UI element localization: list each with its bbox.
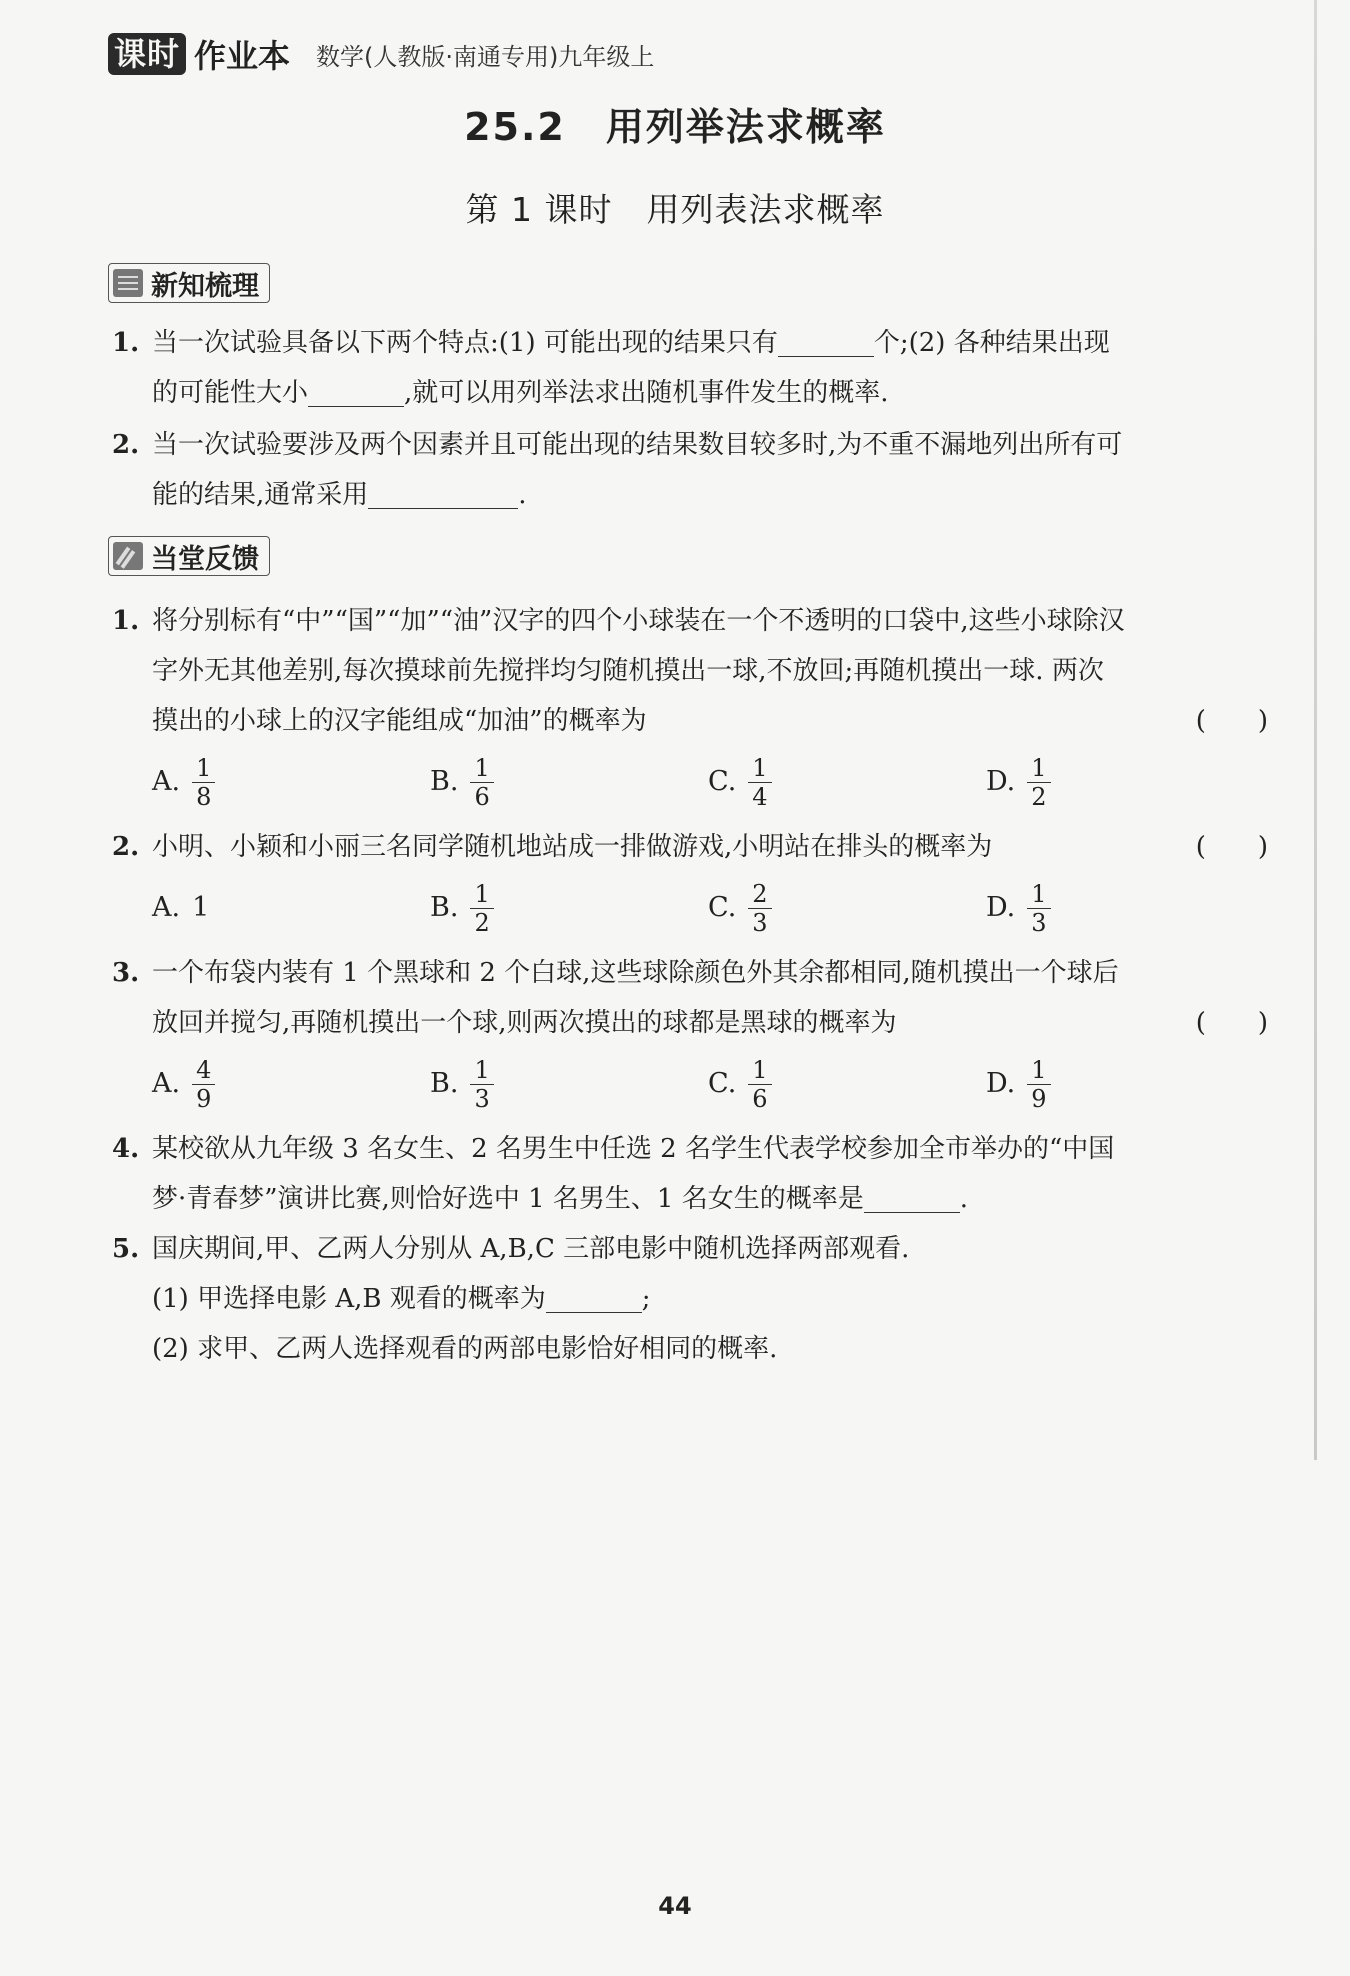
option-d[interactable] xyxy=(986,746,1051,818)
feedback-q3 xyxy=(108,948,1268,1048)
question-text: 个;(2) 各种结果出现 xyxy=(873,328,1110,358)
answer-blank[interactable] xyxy=(778,322,874,357)
option-c[interactable] xyxy=(708,1048,772,1120)
fraction xyxy=(748,754,771,811)
feedback-section-label: 当堂反馈 xyxy=(151,543,259,575)
option-label: D. xyxy=(986,892,1016,923)
option-value: 1 xyxy=(192,892,210,923)
page-header xyxy=(108,30,654,78)
option-b[interactable] xyxy=(430,1048,494,1120)
denominator: 3 xyxy=(1031,908,1047,937)
option-b[interactable] xyxy=(430,872,494,944)
option-c[interactable] xyxy=(708,746,772,818)
denominator: 9 xyxy=(196,1084,212,1113)
option-label: D. xyxy=(986,1068,1016,1099)
denominator: 3 xyxy=(752,908,768,937)
option-label: C. xyxy=(708,892,737,923)
fraction xyxy=(192,1056,215,1113)
denominator: 2 xyxy=(1031,782,1047,811)
knowledge-questions xyxy=(108,318,1268,520)
fraction xyxy=(470,754,493,811)
question-text: . xyxy=(518,480,527,510)
option-label: C. xyxy=(708,1068,737,1099)
option-d[interactable] xyxy=(986,1048,1051,1120)
option-label: A. xyxy=(152,1068,181,1099)
knowledge-section-label: 新知梳理 xyxy=(151,270,259,302)
option-label: B. xyxy=(430,766,459,797)
option-label: A. xyxy=(152,892,181,923)
question-text: ; xyxy=(641,1284,651,1314)
q1-options xyxy=(108,746,1268,818)
question-number: 2. xyxy=(112,430,140,460)
question-text: 摸出的小球上的汉字能组成“加油”的概率为 xyxy=(152,706,647,736)
answer-blank[interactable] xyxy=(864,1178,960,1213)
book-info: 数学(人教版·南通专用)九年级上 xyxy=(316,42,655,71)
question-number: 3. xyxy=(112,958,140,988)
feedback-section-tag xyxy=(108,536,270,576)
knowledge-q1 xyxy=(108,318,1268,418)
option-label: C. xyxy=(708,766,737,797)
answer-blank[interactable] xyxy=(368,474,518,509)
denominator: 4 xyxy=(752,782,768,811)
numerator: 1 xyxy=(748,754,771,783)
option-a[interactable] xyxy=(152,872,209,944)
numerator: 1 xyxy=(192,754,215,783)
question-text: 小明、小颖和小丽三名同学随机地站成一排做游戏,小明站在排头的概率为 xyxy=(152,832,993,862)
fraction xyxy=(470,880,493,937)
feedback-questions xyxy=(108,596,1268,1374)
denominator: 9 xyxy=(1031,1084,1047,1113)
series-brand: 作业本 xyxy=(194,37,291,75)
question-text: 某校欲从九年级 3 名女生、2 名男生中任选 2 名学生代表学校参加全市举办的“中国 xyxy=(152,1134,1115,1164)
feedback-q2 xyxy=(108,822,1268,872)
question-text: 字外无其他差别,每次摸球前先搅拌均匀随机摸出一球,不放回;再随机摸出一球. 两次 xyxy=(152,656,1104,686)
answer-parentheses[interactable]: ( ) xyxy=(1195,706,1268,736)
q2-options xyxy=(108,872,1268,944)
feedback-q4 xyxy=(108,1124,1268,1224)
numerator: 4 xyxy=(192,1056,215,1085)
option-label: B. xyxy=(430,892,459,923)
section-title: 25.2 用列举法求概率 xyxy=(464,105,886,149)
option-b[interactable] xyxy=(430,746,494,818)
fraction xyxy=(1027,880,1050,937)
question-text: 梦·青春梦”演讲比赛,则恰好选中 1 名男生、1 名女生的概率是 xyxy=(152,1184,864,1214)
question-text: (1) 甲选择电影 A,B 观看的概率为 xyxy=(152,1284,546,1314)
question-number: 1. xyxy=(112,606,140,636)
denominator: 6 xyxy=(474,782,490,811)
numerator: 1 xyxy=(1027,880,1050,909)
numerator: 1 xyxy=(470,754,493,783)
q3-options xyxy=(108,1048,1268,1120)
question-text: 国庆期间,甲、乙两人分别从 A,B,C 三部电影中随机选择两部观看. xyxy=(152,1234,910,1264)
question-text: 的可能性大小 xyxy=(152,378,309,408)
question-text: 能的结果,通常采用 xyxy=(152,480,369,510)
question-text: . xyxy=(959,1184,968,1214)
option-c[interactable] xyxy=(708,872,772,944)
question-number: 2. xyxy=(112,832,140,862)
page-number: 44 xyxy=(658,1892,692,1920)
question-number: 4. xyxy=(112,1134,140,1164)
series-logo: 课时 xyxy=(108,33,186,75)
answer-blank[interactable] xyxy=(308,372,404,407)
numerator: 1 xyxy=(1027,1056,1050,1085)
option-label: A. xyxy=(152,766,181,797)
q5-subquestion-1 xyxy=(108,1274,1268,1324)
notebook-icon xyxy=(113,269,143,297)
question-text: ,就可以用列举法求出随机事件发生的概率. xyxy=(404,378,889,408)
option-label: D. xyxy=(986,766,1016,797)
option-a[interactable] xyxy=(152,746,215,818)
pencil-icon xyxy=(113,542,143,570)
fraction xyxy=(1027,1056,1050,1113)
numerator: 2 xyxy=(748,880,771,909)
denominator: 6 xyxy=(752,1084,768,1113)
question-text: 当一次试验要涉及两个因素并且可能出现的结果数目较多时,为不重不漏地列出所有可 xyxy=(152,430,1123,460)
answer-parentheses[interactable]: ( ) xyxy=(1195,1008,1268,1038)
knowledge-q2 xyxy=(108,420,1268,520)
lesson-title: 第 1 课时 用列表法求概率 xyxy=(465,190,885,229)
option-d[interactable] xyxy=(986,872,1051,944)
numerator: 1 xyxy=(1027,754,1050,783)
denominator: 8 xyxy=(196,782,212,811)
numerator: 1 xyxy=(748,1056,771,1085)
feedback-q1 xyxy=(108,596,1268,746)
answer-parentheses[interactable]: ( ) xyxy=(1195,832,1268,862)
fraction xyxy=(1027,754,1050,811)
question-text: 当一次试验具备以下两个特点:(1) 可能出现的结果只有 xyxy=(152,328,778,358)
feedback-q5 xyxy=(108,1224,1268,1274)
fraction xyxy=(748,1056,771,1113)
fraction xyxy=(470,1056,493,1113)
knowledge-section-tag xyxy=(108,263,270,303)
numerator: 1 xyxy=(470,880,493,909)
question-number: 5. xyxy=(112,1234,140,1264)
answer-blank[interactable] xyxy=(546,1278,642,1313)
option-label: B. xyxy=(430,1068,459,1099)
q5-subquestion-2: (2) 求甲、乙两人选择观看的两部电影恰好相同的概率. xyxy=(152,1334,778,1364)
question-text: 放回并搅匀,再随机摸出一个球,则两次摸出的球都是黑球的概率为 xyxy=(152,1008,897,1038)
numerator: 1 xyxy=(470,1056,493,1085)
question-text: 将分别标有“中”“国”“加”“油”汉字的四个小球装在一个不透明的口袋中,这些小球除汉 xyxy=(152,606,1125,636)
fraction xyxy=(748,880,771,937)
fraction xyxy=(192,754,215,811)
option-a[interactable] xyxy=(152,1048,215,1120)
question-number: 1. xyxy=(112,328,140,358)
denominator: 3 xyxy=(474,1084,490,1113)
question-text: 一个布袋内装有 1 个黑球和 2 个白球,这些球除颜色外其余都相同,随机摸出一个球后 xyxy=(152,958,1119,988)
denominator: 2 xyxy=(474,908,490,937)
